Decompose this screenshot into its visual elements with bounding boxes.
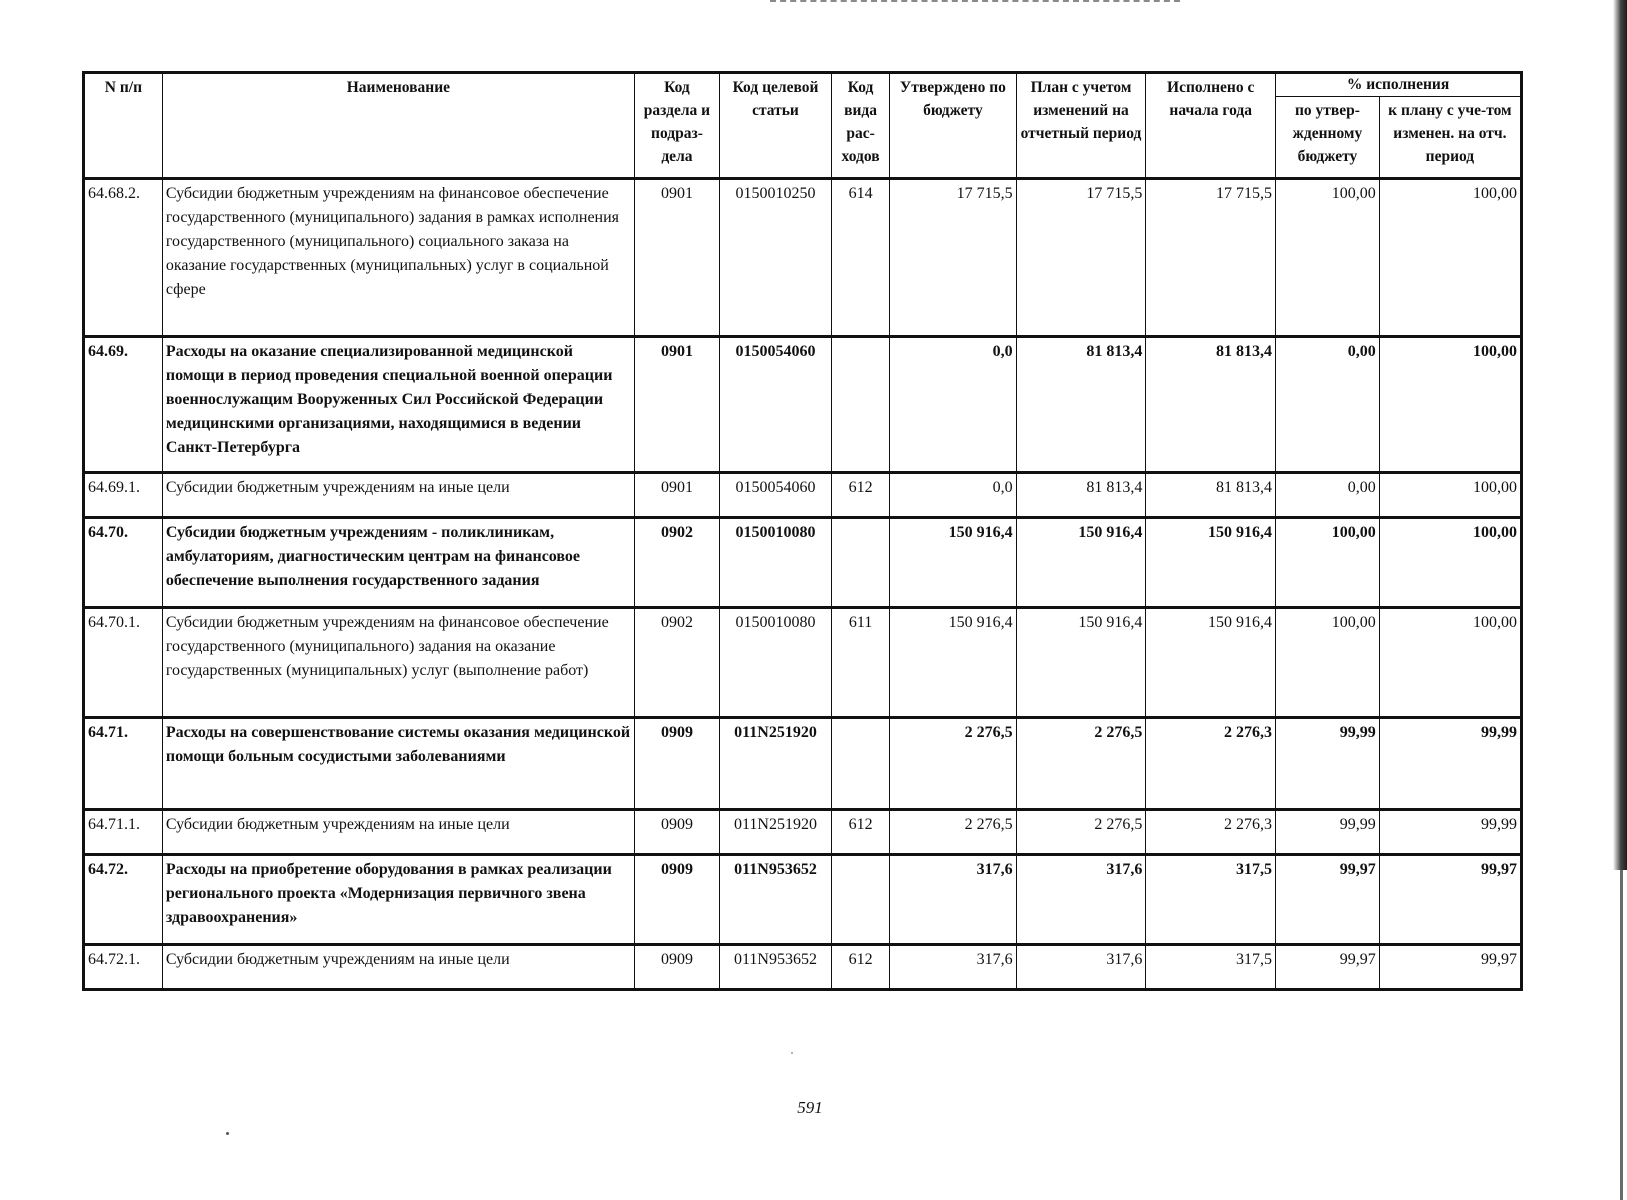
row-target-code: 0150054060: [719, 337, 831, 473]
row-pct-plan: 100,00: [1379, 473, 1521, 518]
row-plan: 317,6: [1016, 945, 1146, 990]
row-index: 64.71.: [84, 718, 163, 810]
row-plan: 2 276,5: [1016, 718, 1146, 810]
row-approved: 17 715,5: [890, 179, 1017, 337]
row-approved: 2 276,5: [890, 718, 1017, 810]
scan-artifact-top: [770, 0, 1180, 6]
table-row: [84, 810, 1522, 855]
row-target-code: 011N953652: [719, 945, 831, 990]
row-executed: 81 813,4: [1146, 337, 1276, 473]
row-pct-budget: 100,00: [1276, 608, 1380, 718]
row-executed: 2 276,3: [1146, 718, 1276, 810]
row-name: Субсидии бюджетным учреждениям - поликлиникам, амбулаториям, диагностическим центрам на финансовое обеспечение выполнения государственного задания: [162, 518, 634, 608]
row-plan: 17 715,5: [1016, 179, 1146, 337]
row-approved: 150 916,4: [890, 608, 1017, 718]
table-row: [84, 718, 1522, 810]
scan-edge-line: [1620, 870, 1623, 1200]
header-target-code: Код целевой статьи: [719, 73, 831, 179]
row-pct-budget: 99,97: [1276, 945, 1380, 990]
row-index: 64.71.1.: [84, 810, 163, 855]
scan-edge-shadow: [1613, 0, 1627, 870]
row-pct-plan: 100,00: [1379, 518, 1521, 608]
row-pct-budget: 100,00: [1276, 179, 1380, 337]
row-approved: 150 916,4: [890, 518, 1017, 608]
row-section-code: 0902: [634, 608, 719, 718]
row-expense-code: 612: [832, 473, 890, 518]
row-target-code: 011N251920: [719, 810, 831, 855]
row-target-code: 0150010080: [719, 518, 831, 608]
table-row: [84, 608, 1522, 718]
row-section-code: 0902: [634, 518, 719, 608]
row-plan: 317,6: [1016, 855, 1146, 945]
page-number: 591: [797, 1098, 823, 1117]
row-name: Субсидии бюджетным учреждениям на иные цели: [162, 473, 634, 518]
row-target-code: 0150010250: [719, 179, 831, 337]
row-section-code: 0909: [634, 810, 719, 855]
table-row: [84, 179, 1522, 337]
row-expense-code: [832, 518, 890, 608]
row-pct-budget: 0,00: [1276, 337, 1380, 473]
header-approved: Утверждено по бюджету: [890, 73, 1017, 179]
header-pct-budget: по утвер-жденному бюджету: [1276, 97, 1380, 179]
row-section-code: 0909: [634, 718, 719, 810]
row-target-code: 011N953652: [719, 855, 831, 945]
row-pct-budget: 99,99: [1276, 810, 1380, 855]
row-approved: 0,0: [890, 473, 1017, 518]
row-index: 64.72.1.: [84, 945, 163, 990]
row-executed: 317,5: [1146, 855, 1276, 945]
header-idx: N п/п: [84, 73, 163, 179]
row-plan: 81 813,4: [1016, 473, 1146, 518]
table-row: [84, 473, 1522, 518]
row-pct-budget: 100,00: [1276, 518, 1380, 608]
row-pct-plan: 100,00: [1379, 608, 1521, 718]
row-pct-plan: 99,97: [1379, 945, 1521, 990]
row-pct-plan: 99,97: [1379, 855, 1521, 945]
table-row: [84, 518, 1522, 608]
row-plan: 150 916,4: [1016, 518, 1146, 608]
row-approved: 317,6: [890, 945, 1017, 990]
table-body: [84, 179, 1522, 990]
budget-execution-table: [82, 71, 1523, 991]
header-plan: План с учетом изменений на отчетный период: [1016, 73, 1146, 179]
row-expense-code: 612: [832, 810, 890, 855]
header-pct-plan: к плану с уче-том изменен. на отч. период: [1379, 97, 1521, 179]
header-expense-code: Код вида рас-ходов: [832, 73, 890, 179]
row-plan: 2 276,5: [1016, 810, 1146, 855]
header-section-code: Код раздела и подраз-дела: [634, 73, 719, 179]
row-section-code: 0909: [634, 855, 719, 945]
row-pct-plan: 99,99: [1379, 718, 1521, 810]
row-pct-plan: 100,00: [1379, 179, 1521, 337]
row-index: 64.70.: [84, 518, 163, 608]
row-name: Расходы на оказание специализированной медицинской помощи в период проведения специальной военной операции военнослужащим Вооруженных Сил Российской Федерации медицинскими организациями, находящимися в ведении Санкт-Петербурга: [162, 337, 634, 473]
row-pct-budget: 99,99: [1276, 718, 1380, 810]
row-name: Расходы на приобретение оборудования в рамках реализации регионального проекта «Модернизация первичного звена здравоохранения»: [162, 855, 634, 945]
row-approved: 2 276,5: [890, 810, 1017, 855]
row-expense-code: 614: [832, 179, 890, 337]
row-pct-plan: 100,00: [1379, 337, 1521, 473]
table-row: [84, 945, 1522, 990]
row-index: 64.69.1.: [84, 473, 163, 518]
row-index: 64.70.1.: [84, 608, 163, 718]
row-target-code: 011N251920: [719, 718, 831, 810]
row-expense-code: 611: [832, 608, 890, 718]
row-expense-code: [832, 718, 890, 810]
row-section-code: 0901: [634, 337, 719, 473]
row-plan: 81 813,4: [1016, 337, 1146, 473]
row-approved: 317,6: [890, 855, 1017, 945]
row-name: Расходы на совершенствование системы оказания медицинской помощи больным сосудистыми заболеваниями: [162, 718, 634, 810]
row-executed: 2 276,3: [1146, 810, 1276, 855]
header-name: Наименование: [162, 73, 634, 179]
table-row: [84, 337, 1522, 473]
header-pct-group: % исполнения: [1276, 73, 1522, 97]
row-pct-budget: 0,00: [1276, 473, 1380, 518]
row-pct-budget: 99,97: [1276, 855, 1380, 945]
row-expense-code: 612: [832, 945, 890, 990]
row-section-code: 0901: [634, 473, 719, 518]
row-executed: 317,5: [1146, 945, 1276, 990]
row-section-code: 0909: [634, 945, 719, 990]
row-target-code: 0150010080: [719, 608, 831, 718]
row-name: Субсидии бюджетным учреждениям на иные цели: [162, 945, 634, 990]
table-header: [84, 73, 1522, 179]
row-executed: 150 916,4: [1146, 608, 1276, 718]
row-approved: 0,0: [890, 337, 1017, 473]
scan-speck: [226, 1132, 229, 1135]
row-name: Субсидии бюджетным учреждениям на финансовое обеспечение государственного (муниципального) задания в рамках исполнения государственного (муниципального) социального заказа на оказание государственных (муниципальных) услуг в социальной сфере: [162, 179, 634, 337]
row-expense-code: [832, 337, 890, 473]
row-name: Субсидии бюджетным учреждениям на финансовое обеспечение государственного (муниципального) задания на оказание государственных (муниципальных) услуг (выполнение работ): [162, 608, 634, 718]
row-index: 64.69.: [84, 337, 163, 473]
row-expense-code: [832, 855, 890, 945]
row-executed: 17 715,5: [1146, 179, 1276, 337]
row-pct-plan: 99,99: [1379, 810, 1521, 855]
row-executed: 81 813,4: [1146, 473, 1276, 518]
row-executed: 150 916,4: [1146, 518, 1276, 608]
header-executed: Исполнено с начала года: [1146, 73, 1276, 179]
row-target-code: 0150054060: [719, 473, 831, 518]
row-plan: 150 916,4: [1016, 608, 1146, 718]
row-index: 64.68.2.: [84, 179, 163, 337]
table-row: [84, 855, 1522, 945]
scan-speck: [791, 1052, 793, 1054]
row-index: 64.72.: [84, 855, 163, 945]
row-name: Субсидии бюджетным учреждениям на иные цели: [162, 810, 634, 855]
row-section-code: 0901: [634, 179, 719, 337]
